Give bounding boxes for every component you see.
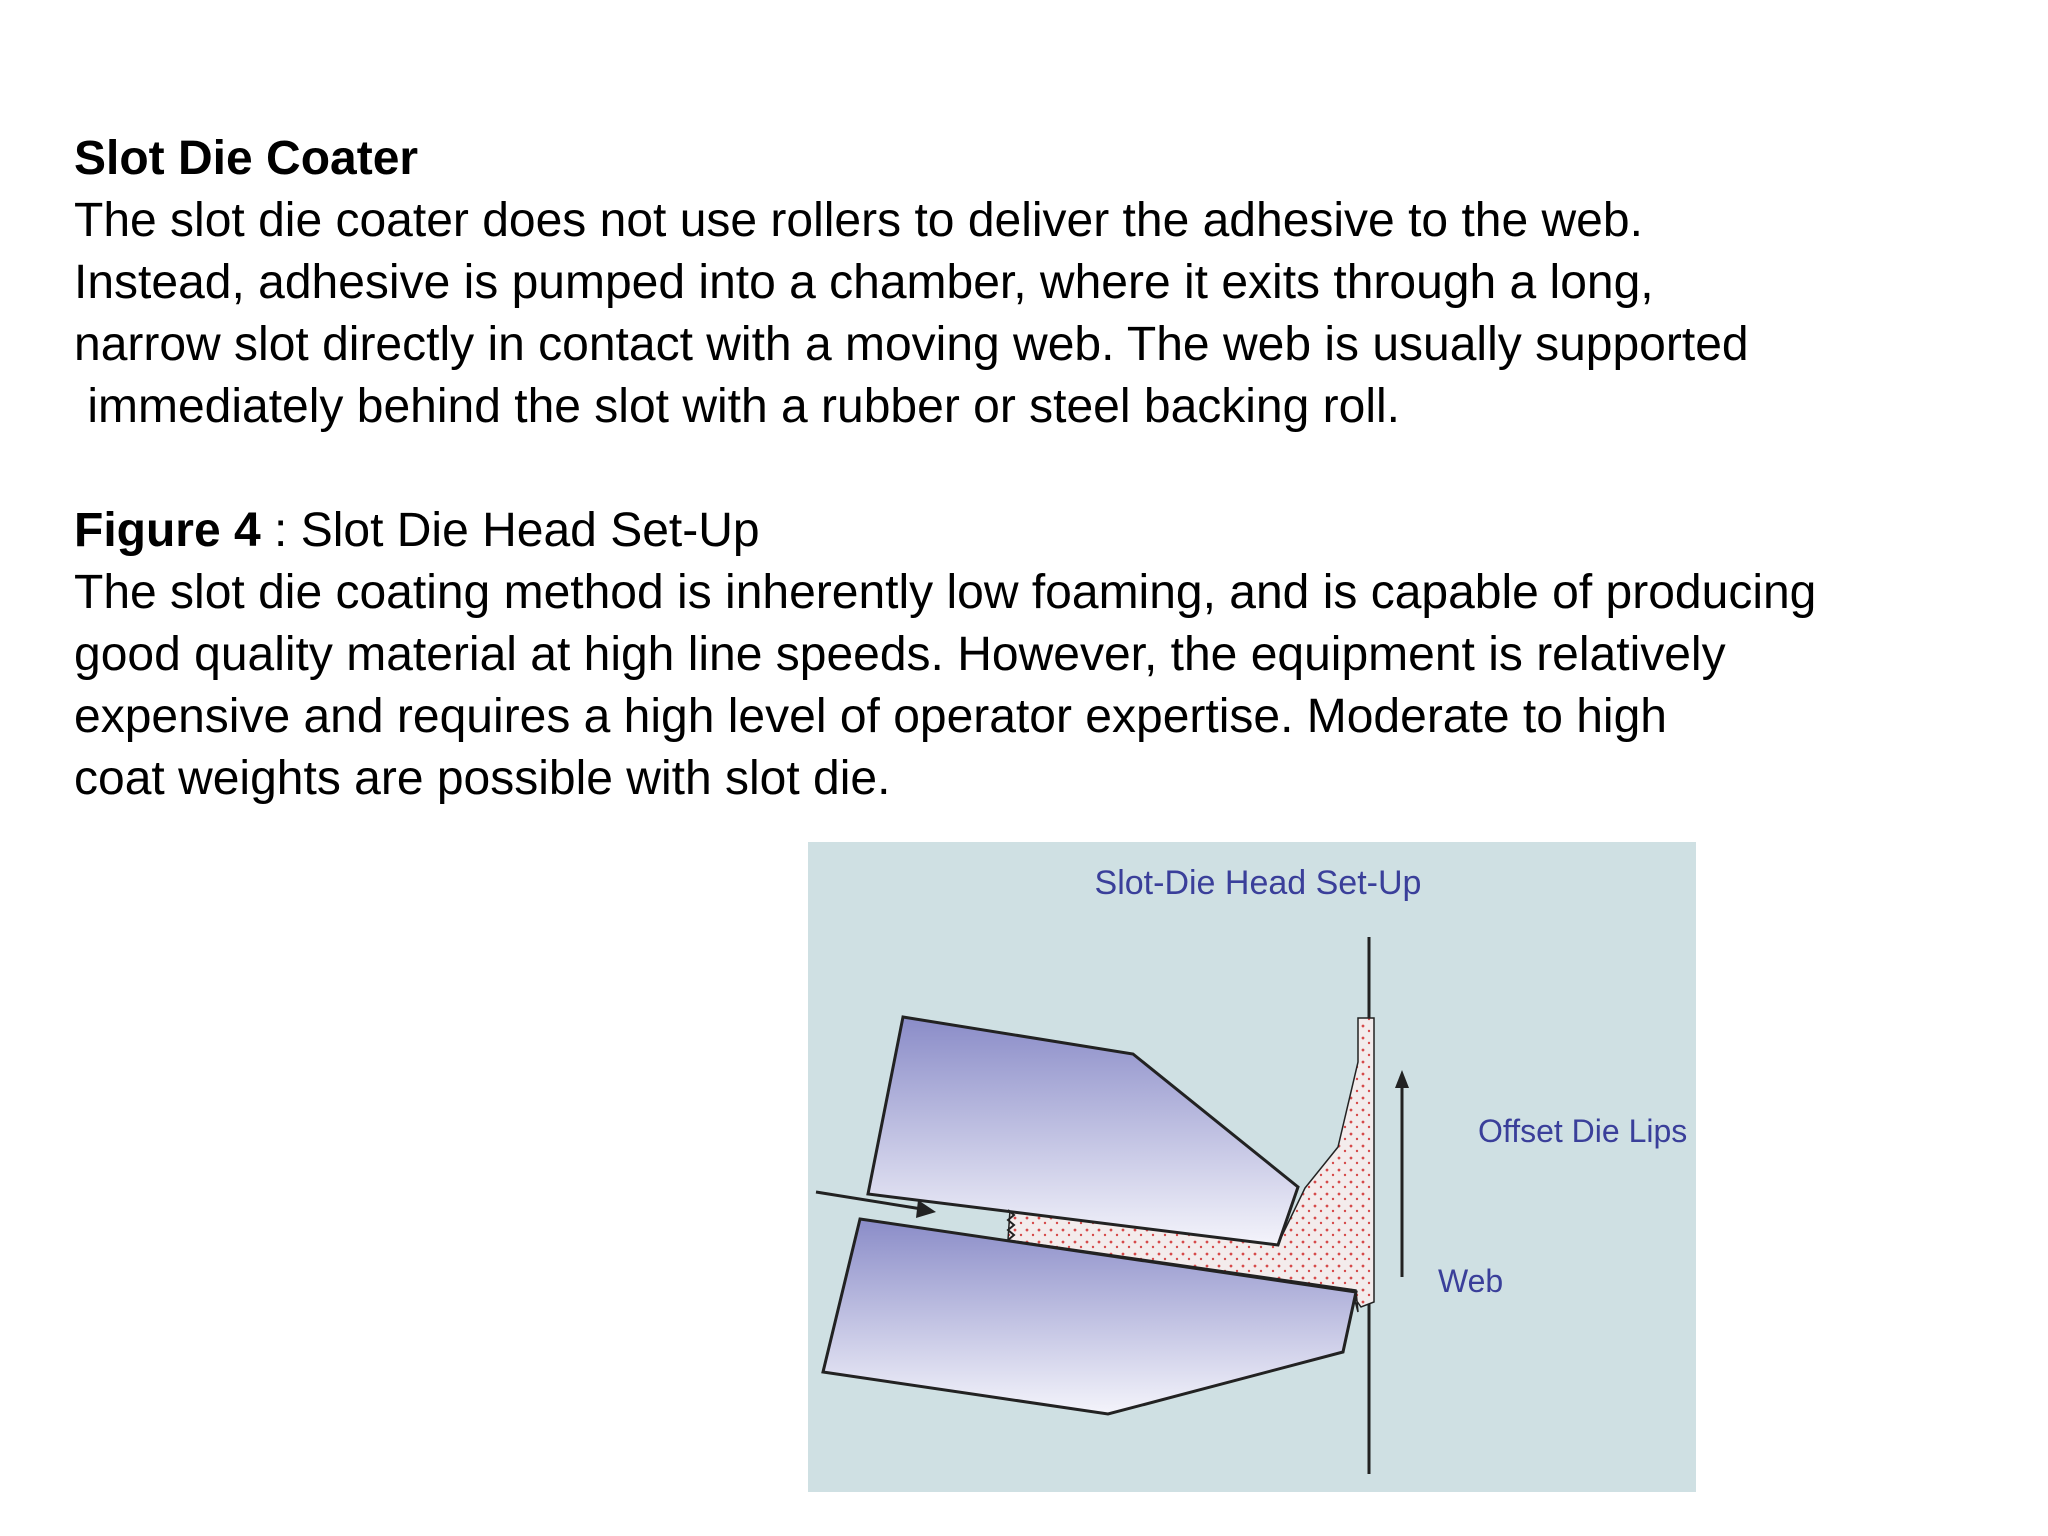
- paragraph-line: Instead, adhesive is pumped into a chamber, where it exits through a long,: [74, 256, 1654, 309]
- paragraph-line: narrow slot directly in contact with a moving web. The web is usually supported: [74, 318, 1749, 371]
- label-web: Web: [1438, 1263, 1504, 1299]
- description-line: The slot die coating method is inherently low foaming, and is capable of producing: [74, 566, 1817, 619]
- description-line: good quality material at high line speeds. However, the equipment is relatively: [74, 628, 1726, 681]
- paragraph-line: immediately behind the slot with a rubber or steel backing roll.: [74, 380, 1400, 433]
- description-line: coat weights are possible with slot die.: [74, 752, 891, 805]
- paragraph-line: The slot die coater does not use rollers to deliver the adhesive to the web.: [74, 194, 1643, 247]
- slot-die-diagram: [808, 842, 1696, 1492]
- section-title: Slot Die Coater: [74, 132, 419, 185]
- label-offset-die-lips: Offset Die Lips: [1478, 1113, 1688, 1149]
- figure-caption-separator: :: [260, 504, 301, 557]
- description-line: expensive and requires a high level of operator expertise. Moderate to high: [74, 690, 1667, 743]
- document-body: [74, 128, 1974, 810]
- diagram-title: Slot-Die Head Set-Up: [1094, 864, 1422, 902]
- figure-caption: [74, 500, 1974, 562]
- figure-caption-text: Slot Die Head Set-Up: [300, 504, 760, 557]
- figure-caption-label: Figure 4: [74, 504, 261, 557]
